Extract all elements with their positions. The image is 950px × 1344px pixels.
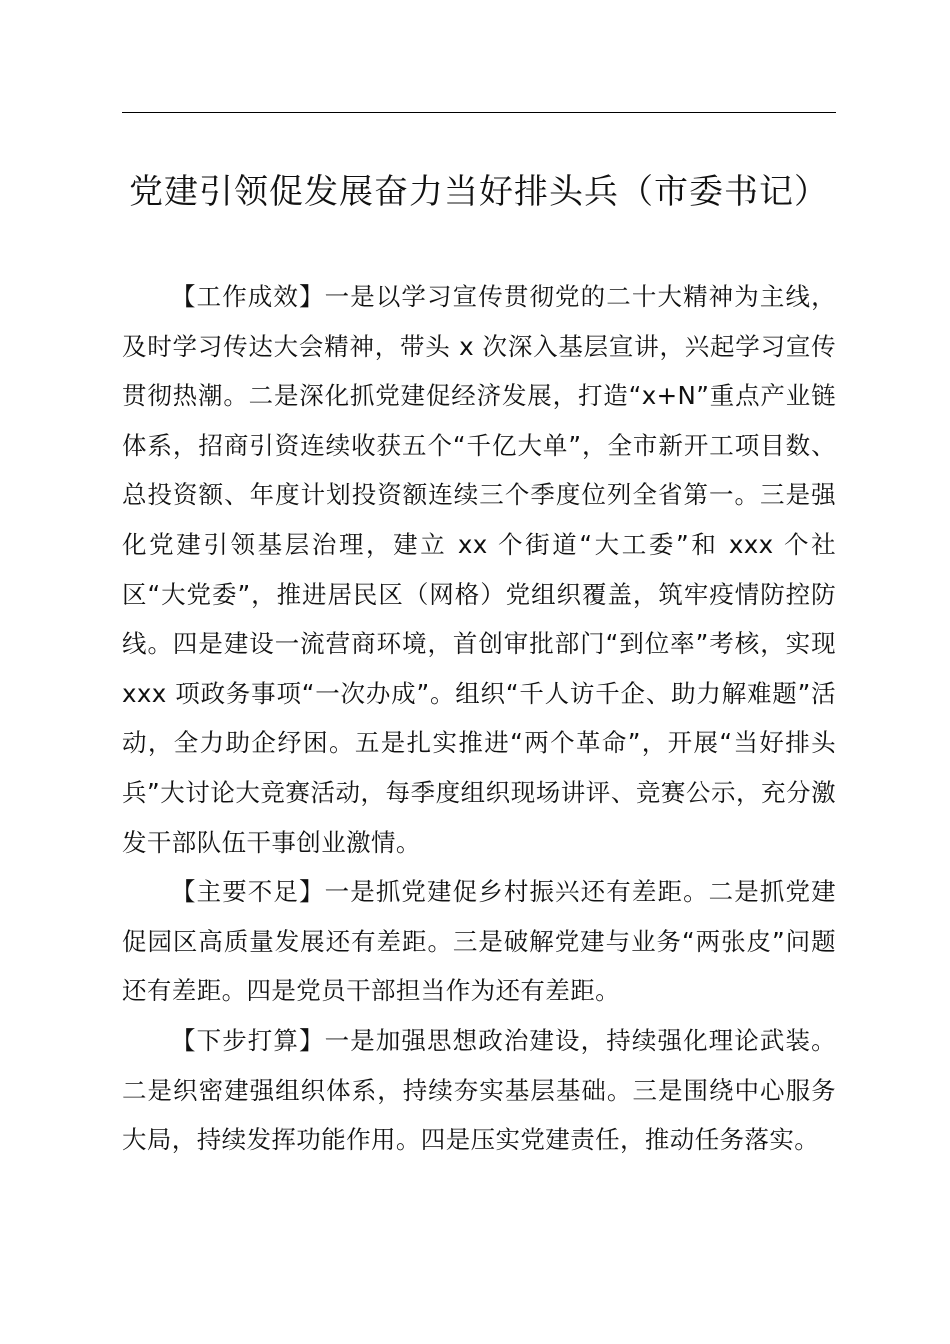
paragraph-next-steps: 【下步打算】一是加强思想政治建设，持续强化理论武装。二是织密建强组织体系，持续夯实基层基础。三是围绕中心服务大局，持续发挥功能作用。四是压实党建责任，推动任务落实。 (122, 1025, 836, 1155)
document-title: 党建引领促发展奋力当好排头兵（市委书记） (129, 172, 829, 212)
header-rule (122, 112, 836, 113)
paragraph-work-results: 【工作成效】一是以学习宣传贯彻党的二十大精神为主线，及时学习传达大会精神，带头 x 次深入基层宣讲，兴起学习宣传贯彻热潮。二是深化抓党建促经济发展，打造“x+N”重点产业链体系，招商引资连续收获五个“千亿大单”，全市新开工项目数、总投资额、年度计划投资额连续三个季度位列全省第一。三是强化党建引领基层治理，建立 xx 个街道“大工委”和 xxx 个社区“大党委”，推进居民区（网格）党组织覆盖，筑牢疫情防控防线。四是建设一流营商环境，首创审批部门“到位率”考核，实现 xxx 项政务事项“一次办成”。组织“千人访千企、助力解难题”活动，全力助企纾困。五是扎实推进“两个革命”，开展“当好排头兵”大讨论大竞赛活动，每季度组织现场讲评、竞赛公示，充分激发干部队伍干事创业激情。 (122, 282, 836, 857)
paragraph-shortcomings: 【主要不足】一是抓党建促乡村振兴还有差距。二是抓党建促园区高质量发展还有差距。三是破解党建与业务“两张皮”问题还有差距。四是党员干部担当作为还有差距。 (122, 877, 836, 1006)
document-body (122, 272, 836, 1165)
